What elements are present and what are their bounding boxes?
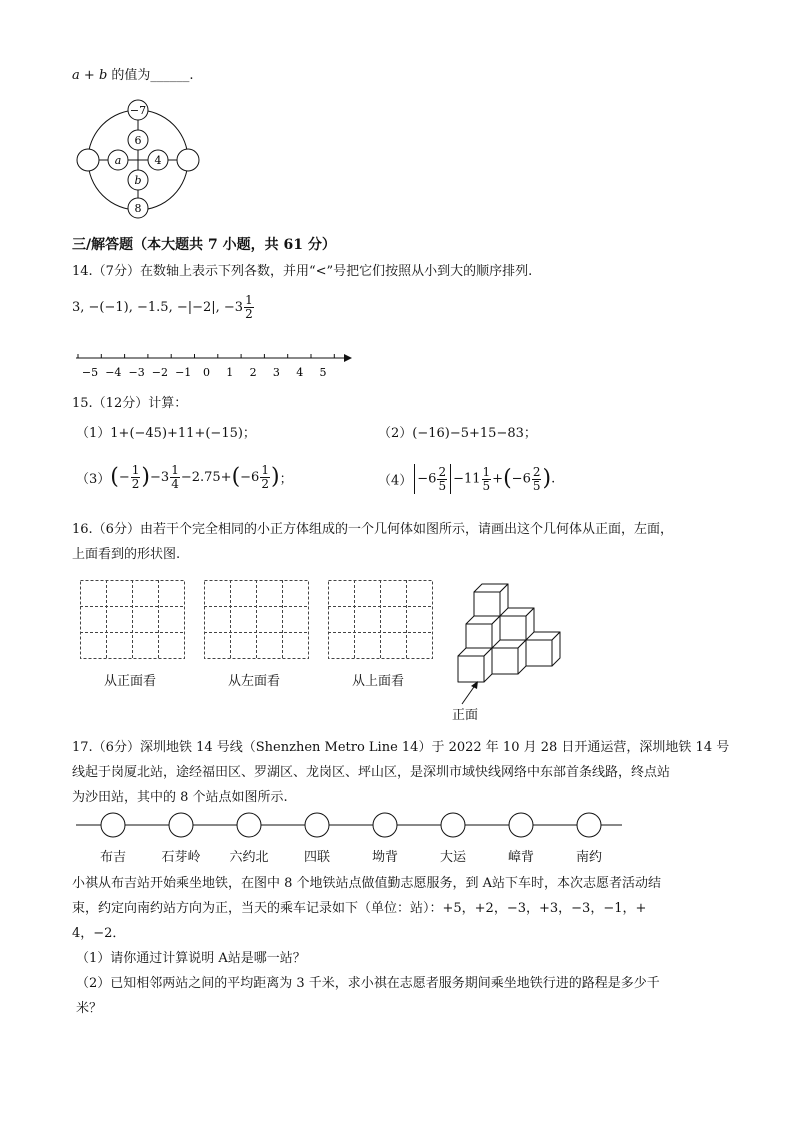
- var-b: b: [98, 68, 108, 83]
- fraction: [437, 466, 447, 493]
- station-label: 坳背: [371, 850, 398, 865]
- q14-stem: 14.（7分）在数轴上表示下列各数，并用“<”号把它们按照从小到大的顺序排列.: [72, 264, 533, 279]
- part-label: （2）: [378, 426, 413, 441]
- grid-left: [204, 580, 310, 660]
- denominator: 5: [438, 478, 447, 493]
- q17-stem-line1: 17.（6分）深圳地铁 14 号线（Shenzhen Metro Line 14）于 2022 年 10 月 28 日开通运营，深圳地铁 14 号: [72, 740, 730, 755]
- station-circle: [169, 813, 193, 837]
- fraction: [170, 464, 180, 491]
- expression: (−16)−5+15−83；: [412, 426, 537, 441]
- tick-label: 4: [296, 366, 304, 379]
- grid-front: [80, 580, 186, 660]
- denominator: 2: [261, 477, 269, 491]
- station-label: 南约: [575, 850, 602, 865]
- q17-sub2-line1: （2）已知相邻两站之间的平均距离为 3 千米，求小祺在志愿者服务期间乘坐地铁行进的路程是多少千: [76, 976, 660, 991]
- arrow-icon: [344, 354, 352, 362]
- tick-label: 1: [226, 366, 234, 379]
- fraction: [482, 466, 492, 493]
- numerator: 1: [171, 463, 179, 477]
- tick-label: 3: [272, 366, 280, 379]
- fraction: [131, 464, 141, 491]
- whole-part: −6: [240, 470, 260, 485]
- q15-part1: [76, 422, 256, 441]
- denominator: 2: [245, 307, 253, 321]
- denominator: 4: [171, 477, 179, 491]
- q17-stem-line3: 为沙田站，其中的 8 个站点如图所示.: [72, 790, 288, 805]
- part-label: （3）: [76, 472, 111, 487]
- q17-sub1: （1）请你通过计算说明 A站是哪一站？: [76, 951, 306, 966]
- label-bottom: 8: [134, 202, 142, 215]
- expression: 1+(−45)+11+(−15)；: [110, 426, 256, 441]
- station-label: 六约北: [229, 850, 269, 865]
- station-label: 四联: [303, 850, 330, 865]
- station-labels: [72, 846, 632, 864]
- numerator: 1: [261, 463, 269, 477]
- cube-stack-figure: [454, 576, 566, 686]
- q15-part3: （3）(− $\frac{1}{2}$ )−3 $\frac{1}{4}$ −2.75+(−6 $\frac{1}{2}$ )；: [76, 463, 293, 491]
- station-label: 大运: [439, 850, 466, 865]
- part-label: （1）: [76, 426, 111, 441]
- station-label: 嶂背: [507, 850, 534, 865]
- grid-left-label: 从左面看: [228, 674, 281, 689]
- fraction: [532, 466, 542, 493]
- q13-tail-text: 的值为______.: [107, 68, 194, 83]
- label-b: b: [134, 174, 142, 187]
- station-circle: [305, 813, 329, 837]
- q16-stem-line1: 16.（6分）由若干个完全相同的小正方体组成的一个几何体如图所示，请画出这个几何体从正面，左面，: [72, 522, 673, 537]
- denominator: 2: [131, 477, 140, 491]
- numerator: 2: [532, 464, 541, 479]
- q13-answer-line: [72, 64, 194, 83]
- fraction: [260, 464, 270, 491]
- label-a: a: [114, 154, 122, 167]
- denominator: 5: [482, 478, 491, 493]
- q17-sub2-line2: 米？: [76, 1001, 103, 1016]
- q14-number-list: 3, −(−1), −1.5, −|−2|, −3: [72, 300, 244, 315]
- station-circle: [441, 813, 465, 837]
- station-circle: [509, 813, 533, 837]
- section-title: 三/解答题（本大题共 7 小题，共 61 分）: [72, 237, 336, 253]
- label-top: −7: [129, 104, 147, 117]
- q17-para-line1: 小祺从布吉站开始乘坐地铁，在图中 8 个地铁站点做值勤志愿服务，到 A站下车时，本次志愿者活动结: [72, 876, 662, 891]
- station-circle: [577, 813, 601, 837]
- station-circle: [237, 813, 261, 837]
- station-circle: [373, 813, 397, 837]
- number-circle-puzzle: [72, 98, 208, 222]
- q15-part4: （4） −6 $\frac{2}{5}$ −11 $\frac{1}{5}$ +(−6 $\frac{2}{5}$ ).: [378, 464, 556, 493]
- expression-end: ；: [279, 472, 293, 487]
- tick-label: 2: [249, 366, 257, 379]
- whole-part: −11: [453, 471, 481, 487]
- tick-label: −5: [81, 366, 99, 379]
- grid-top: [328, 580, 434, 660]
- station-label: 石芽岭: [161, 850, 201, 865]
- label-mid-top: 6: [134, 134, 142, 147]
- label-four: 4: [154, 154, 162, 167]
- tick-label: −4: [105, 366, 122, 379]
- front-label: 正面: [452, 708, 479, 723]
- expression: −2.75+: [180, 470, 232, 485]
- tick-label: 5: [319, 366, 327, 379]
- part-label: （4）: [378, 473, 413, 489]
- plus-sign: +: [492, 471, 504, 487]
- circle-left-outer: [77, 149, 99, 171]
- grid-front-label: 从正面看: [104, 674, 157, 689]
- q16-stem-line2: 上面看到的形状图.: [72, 547, 181, 562]
- whole-part: −6: [417, 471, 437, 487]
- q14-numbers: [72, 294, 255, 321]
- grid-top-label: 从上面看: [352, 674, 405, 689]
- tick-label: −1: [175, 366, 192, 379]
- expression-end: .: [551, 471, 556, 487]
- station-label: 布吉: [99, 850, 126, 865]
- station-circle: [101, 813, 125, 837]
- var-a: a: [72, 68, 80, 83]
- numerator: 1: [245, 293, 253, 307]
- fraction: [244, 294, 254, 321]
- q17-para-line2: 束，约定向南约站方向为正，当天的乘车记录如下（单位：站）：+5，+2，−3，+3，−3，−1，+: [72, 901, 647, 916]
- front-arrow-icon: [458, 680, 488, 706]
- q17-para-line3: 4，−2．: [72, 926, 126, 941]
- metro-line: [76, 810, 626, 844]
- numerator: 1: [131, 463, 140, 477]
- numerator: 1: [482, 464, 491, 479]
- denominator: 5: [532, 478, 541, 493]
- number-line: [72, 348, 362, 382]
- whole-part: −6: [511, 471, 531, 487]
- circle-right-outer: [177, 149, 199, 171]
- numerator: 2: [438, 464, 447, 479]
- tick-label: 0: [203, 366, 210, 379]
- tick-label: −3: [128, 366, 145, 379]
- q15-part2: [378, 422, 537, 441]
- tick-label: −2: [151, 366, 169, 379]
- q15-stem: 15.（12分）计算：: [72, 396, 188, 411]
- q17-stem-line2: 线起于岗厦北站，途经福田区、罗湖区、龙岗区、坪山区，是深圳市域快线网络中东部首条线路，终点站: [72, 765, 671, 780]
- plus-sign: +: [79, 68, 99, 83]
- whole-part: −3: [150, 470, 170, 485]
